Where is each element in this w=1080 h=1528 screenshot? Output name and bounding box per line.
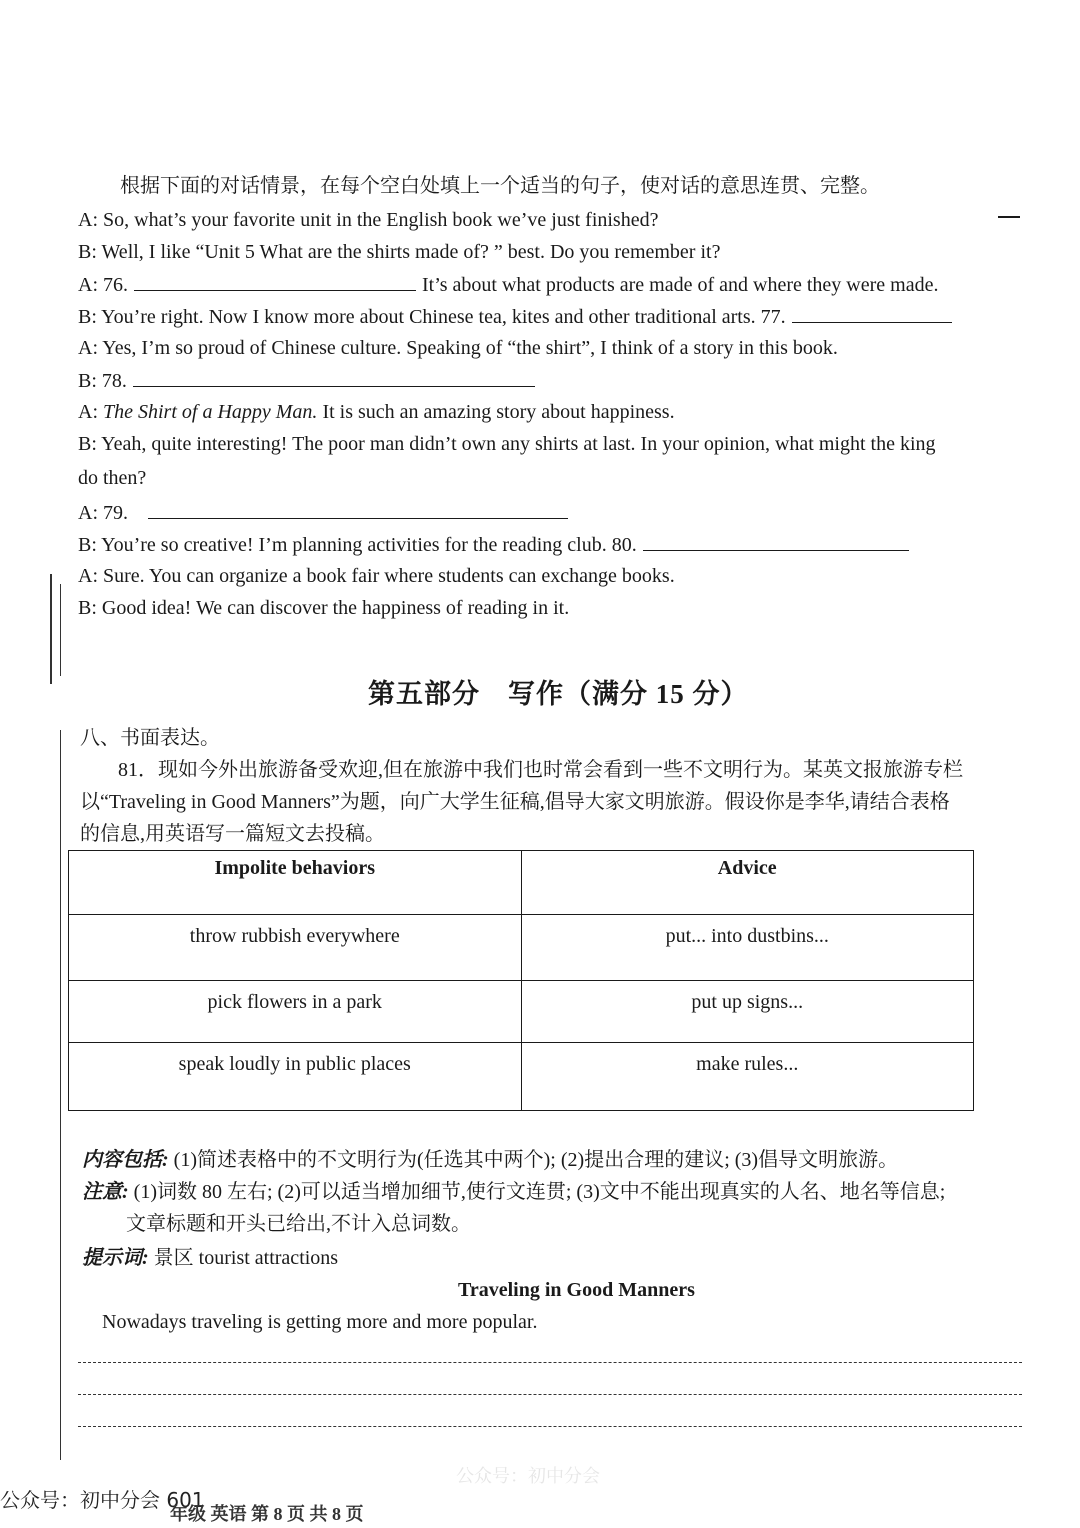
table-header: Advice <box>521 851 974 915</box>
dialogue-line-7-text: It is such an amazing story about happiness. <box>317 401 675 423</box>
dialogue-line-1: A: So, what’s your favorite unit in the English book we’ve just finished? <box>78 209 659 231</box>
content-label: 内容包括: <box>82 1149 169 1171</box>
watermark-center: 公众号：初中分会 <box>456 1466 600 1486</box>
dialogue-line-2: B: Well, I like “Unit 5 What are the shirts made of? ” best. Do you remember it? <box>78 241 721 263</box>
book-title: The Shirt of a Happy Man. <box>103 401 318 423</box>
writing-line[interactable] <box>78 1362 1022 1363</box>
dialogue-instruction: 根据下面的对话情景，在每个空白处填上一个适当的句子，使对话的意思连贯、完整。 <box>120 175 880 197</box>
table-header: Impolite behaviors <box>69 851 522 915</box>
table-cell: put up signs... <box>521 981 974 1043</box>
blank-78-label: B: 78. <box>78 370 127 392</box>
table-row <box>69 1043 974 1111</box>
watermark-left: 公众号：初中分会 601 <box>0 1488 205 1512</box>
essay-title: Traveling in Good Manners <box>458 1279 695 1301</box>
blank-77[interactable] <box>792 302 952 323</box>
dialogue-line-9: do then? <box>78 467 147 489</box>
blank-78[interactable] <box>133 366 535 387</box>
dialogue-line-3 <box>78 270 938 299</box>
note-text: (1)词数 80 左右; (2)可以适当增加细节,使行文连贯; (3)文中不能出现真实的人名、地名等信息; <box>128 1181 946 1203</box>
dialogue-line-6 <box>78 366 541 395</box>
table-row <box>69 915 974 981</box>
speaker-a: A: <box>78 401 103 423</box>
blank-79[interactable] <box>148 498 568 519</box>
prompt-line-2: 以“Traveling in Good Manners”为题，向广大学生征稿,倡导大家文明旅游。假设你是李华,请结合表格 <box>80 791 950 813</box>
table-row <box>69 981 974 1043</box>
behaviors-table <box>68 850 974 1111</box>
hint-text: 景区 tourist attractions <box>148 1247 339 1269</box>
dialogue-line-5: A: Yes, I’m so proud of Chinese culture. Speaking of “the shirt”, I think of a story in this book. <box>78 337 838 359</box>
binding-line <box>60 730 61 1460</box>
blank-76[interactable] <box>134 270 416 291</box>
dialogue-line-13: B: Good idea! We can discover the happiness of reading in it. <box>78 597 570 619</box>
binding-line <box>60 584 61 676</box>
note-text-2: 文章标题和开头已给出,不计入总词数。 <box>126 1213 471 1235</box>
hint-label: 提示词: <box>82 1247 149 1269</box>
table-cell: throw rubbish everywhere <box>69 915 522 981</box>
page-footer: 年级 英语 第 8 页 共 8 页 <box>170 1504 364 1524</box>
dialogue-line-10 <box>78 498 574 527</box>
blank-80[interactable] <box>643 530 909 551</box>
dialogue-line-4 <box>78 302 958 331</box>
dialogue-line-11-text: B: You’re so creative! I’m planning activities for the reading club. 80. <box>78 534 637 556</box>
table-cell: put... into dustbins... <box>521 915 974 981</box>
essay-opening: Nowadays traveling is getting more and more popular. <box>102 1311 538 1333</box>
binding-line <box>50 574 52 684</box>
note-label: 注意: <box>82 1181 129 1203</box>
content-text: (1)简述表格中的不文明行为(任选其中两个); (2)提出合理的建议; (3)倡导文明旅游。 <box>168 1149 899 1171</box>
table-cell: pick flowers in a park <box>69 981 522 1043</box>
notes <box>82 1178 945 1206</box>
dialogue-line-7 <box>78 398 675 426</box>
table-cell: speak loudly in public places <box>69 1043 522 1111</box>
dialogue-line-11 <box>78 530 915 559</box>
dialogue-line-8: B: Yeah, quite interesting! The poor man didn’t own any shirts at last. In your opinion, what might the king <box>78 433 936 455</box>
prompt-line-1: 81．现如今外出旅游备受欢迎,但在旅游中我们也时常会看到一些不文明行为。某英文报旅游专栏 <box>118 759 963 781</box>
section-title: 第五部分 写作（满分 15 分） <box>368 679 749 709</box>
table-cell: make rules... <box>521 1043 974 1111</box>
dialogue-line-4-text: B: You’re right. Now I know more about Chinese tea, kites and other traditional arts. 77. <box>78 306 786 328</box>
dialogue-line-12: A: Sure. You can organize a book fair where students can exchange books. <box>78 565 675 587</box>
table-header-row <box>69 851 974 915</box>
content-requirements <box>82 1146 898 1174</box>
margin-mark <box>998 216 1020 218</box>
dialogue-line-3-text: It’s about what products are made of and where they were made. <box>422 274 939 296</box>
blank-76-label: A: 76. <box>78 274 128 296</box>
writing-line[interactable] <box>78 1394 1022 1395</box>
writing-line[interactable] <box>78 1426 1022 1427</box>
blank-79-label: A: 79. <box>78 502 128 524</box>
hint <box>82 1244 338 1272</box>
prompt-line-3: 的信息,用英语写一篇短文去投稿。 <box>80 823 385 845</box>
sub-heading: 八、书面表达。 <box>80 727 220 749</box>
